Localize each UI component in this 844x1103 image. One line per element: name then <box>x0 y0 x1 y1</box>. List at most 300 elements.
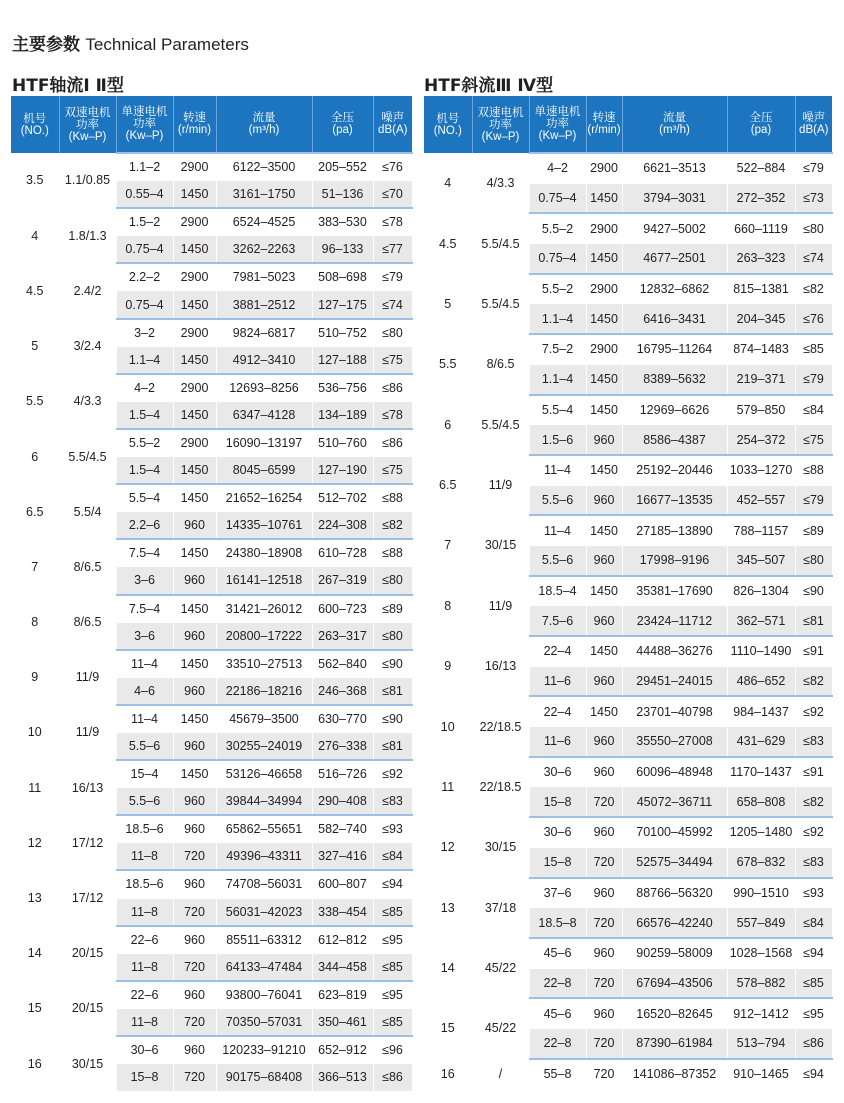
speed-cell: 720 <box>173 898 216 926</box>
speed-cell: 720 <box>586 908 622 938</box>
noise-cell: ≤70 <box>373 181 412 209</box>
header-noise-line: 噪声 <box>381 112 405 124</box>
machine-no-cell: 5.5 <box>424 334 472 394</box>
speed-cell: 1450 <box>173 760 216 788</box>
machine-no-cell: 4 <box>424 153 472 213</box>
header-speed-line: 转速 <box>183 112 206 124</box>
header-noise <box>373 96 412 153</box>
single-motor-cell: 4–6 <box>116 677 173 705</box>
speed-cell: 1450 <box>173 181 216 209</box>
right-section-title: HTF斜流Ⅲ Ⅳ型 <box>424 76 554 96</box>
dual-motor-cell: 5.5/4.5 <box>472 213 529 273</box>
header-no-line: 机号 <box>436 112 460 125</box>
speed-cell: 720 <box>173 1064 216 1092</box>
header-single-motor <box>529 96 586 153</box>
flow-cell: 44488–36276 <box>622 636 727 666</box>
noise-cell: ≤92 <box>795 696 832 726</box>
speed-cell: 1450 <box>173 401 216 429</box>
single-motor-cell: 22–6 <box>116 926 173 954</box>
machine-no-cell: 5.5 <box>11 374 59 429</box>
table-row <box>424 938 832 968</box>
table-row <box>11 1036 412 1064</box>
flow-cell: 16520–82645 <box>622 998 727 1028</box>
flow-cell: 93800–76041 <box>216 981 312 1009</box>
header-dual-motor-line: (Kw–P) <box>68 130 107 143</box>
single-motor-cell: 22–8 <box>529 1028 586 1058</box>
pressure-cell: 578–882 <box>727 968 795 998</box>
single-motor-cell: 7.5–2 <box>529 334 586 364</box>
noise-cell: ≤75 <box>373 457 412 485</box>
flow-cell: 3794–3031 <box>622 183 727 213</box>
flow-cell: 6524–4525 <box>216 208 312 236</box>
flow-cell: 64133–47484 <box>216 953 312 981</box>
speed-cell: 960 <box>586 545 622 575</box>
single-motor-cell: 45–6 <box>529 998 586 1028</box>
noise-cell: ≤86 <box>373 1064 412 1092</box>
flow-cell: 74708–56031 <box>216 870 312 898</box>
dual-motor-cell: 1.1/0.85 <box>59 153 116 208</box>
dual-motor-cell: 11/9 <box>59 705 116 760</box>
table-row <box>424 334 832 364</box>
noise-cell: ≤83 <box>373 788 412 816</box>
speed-cell: 1450 <box>173 291 216 319</box>
pressure-cell: 582–740 <box>312 815 373 843</box>
pressure-cell: 205–552 <box>312 153 373 181</box>
pressure-cell: 658–808 <box>727 787 795 817</box>
noise-cell: ≤82 <box>795 274 832 304</box>
header-dual-motor-line: 功率 <box>489 118 512 131</box>
flow-cell: 4912–3410 <box>216 346 312 374</box>
pressure-cell: 219–371 <box>727 364 795 394</box>
noise-cell: ≤90 <box>795 576 832 606</box>
dual-motor-cell: 45/22 <box>472 998 529 1058</box>
single-motor-cell: 1.5–4 <box>116 401 173 429</box>
machine-no-cell: 10 <box>424 696 472 756</box>
speed-cell: 960 <box>586 938 622 968</box>
noise-cell: ≤75 <box>795 425 832 455</box>
single-motor-cell: 3–6 <box>116 567 173 595</box>
dual-motor-cell: 17/12 <box>59 815 116 870</box>
flow-cell: 8045–6599 <box>216 457 312 485</box>
noise-cell: ≤73 <box>795 183 832 213</box>
header-flow-line: (m³/h) <box>659 124 690 136</box>
table-row <box>11 870 412 898</box>
flow-cell: 8389–5632 <box>622 364 727 394</box>
single-motor-cell: 11–6 <box>529 666 586 696</box>
pressure-cell: 127–190 <box>312 457 373 485</box>
machine-no-cell: 13 <box>11 870 59 925</box>
flow-cell: 23424–11712 <box>622 606 727 636</box>
single-motor-cell: 1.5–6 <box>529 425 586 455</box>
machine-no-cell: 15 <box>424 998 472 1058</box>
speed-cell: 1450 <box>173 484 216 512</box>
header-speed-line: (r/min) <box>587 124 621 136</box>
single-motor-cell: 5.5–2 <box>529 213 586 243</box>
single-motor-cell: 11–8 <box>116 843 173 871</box>
single-motor-cell: 0.75–4 <box>116 236 173 264</box>
noise-cell: ≤94 <box>795 1059 832 1089</box>
machine-no-cell: 7 <box>424 515 472 575</box>
noise-cell: ≤79 <box>795 153 832 183</box>
flow-cell: 87390–61984 <box>622 1028 727 1058</box>
noise-cell: ≤88 <box>795 455 832 485</box>
flow-cell: 12693–8256 <box>216 374 312 402</box>
single-motor-cell: 0.75–4 <box>529 244 586 274</box>
header-pressure-line: 全压 <box>331 112 354 124</box>
header-dual-motor-line: 双速电机 <box>64 106 111 119</box>
noise-cell: ≤84 <box>795 395 832 425</box>
machine-no-cell: 8 <box>11 595 59 650</box>
single-motor-cell: 45–6 <box>529 938 586 968</box>
dual-motor-cell: 17/12 <box>59 870 116 925</box>
noise-cell: ≤88 <box>373 484 412 512</box>
speed-cell: 960 <box>586 666 622 696</box>
pressure-cell: 344–458 <box>312 953 373 981</box>
speed-cell: 1450 <box>586 183 622 213</box>
single-motor-cell: 0.75–4 <box>116 291 173 319</box>
flow-cell: 70100–45992 <box>622 817 727 847</box>
pressure-cell: 912–1412 <box>727 998 795 1028</box>
flow-cell: 66576–42240 <box>622 908 727 938</box>
flow-cell: 6122–3500 <box>216 153 312 181</box>
single-motor-cell: 11–8 <box>116 898 173 926</box>
flow-cell: 9427–5002 <box>622 213 727 243</box>
machine-no-cell: 5 <box>11 319 59 374</box>
single-motor-cell: 55–8 <box>529 1059 586 1089</box>
pressure-cell: 1028–1568 <box>727 938 795 968</box>
speed-cell: 960 <box>586 425 622 455</box>
speed-cell: 720 <box>173 953 216 981</box>
table-row <box>424 817 832 847</box>
speed-cell: 960 <box>173 815 216 843</box>
dual-motor-cell: 16/13 <box>472 636 529 696</box>
noise-cell: ≤92 <box>373 760 412 788</box>
single-motor-cell: 5.5–2 <box>116 429 173 457</box>
speed-cell: 1450 <box>586 515 622 545</box>
pressure-cell: 815–1381 <box>727 274 795 304</box>
machine-no-cell: 6 <box>11 429 59 484</box>
noise-cell: ≤81 <box>795 606 832 636</box>
pressure-cell: 362–571 <box>727 606 795 636</box>
pressure-cell: 610–728 <box>312 539 373 567</box>
single-motor-cell: 7.5–4 <box>116 539 173 567</box>
flow-cell: 49396–43311 <box>216 843 312 871</box>
pressure-cell: 127–175 <box>312 291 373 319</box>
machine-no-cell: 4.5 <box>424 213 472 273</box>
pressure-cell: 516–726 <box>312 760 373 788</box>
single-motor-cell: 15–4 <box>116 760 173 788</box>
single-motor-cell: 4–2 <box>116 374 173 402</box>
flow-cell: 53126–46658 <box>216 760 312 788</box>
flow-cell: 7981–5023 <box>216 263 312 291</box>
pressure-cell: 486–652 <box>727 666 795 696</box>
header-no-line: 机号 <box>23 112 47 125</box>
single-motor-cell: 1.5–2 <box>116 208 173 236</box>
pressure-cell: 508–698 <box>312 263 373 291</box>
single-motor-cell: 22–4 <box>529 696 586 726</box>
table-row <box>11 981 412 1009</box>
header-no <box>424 96 472 153</box>
pressure-cell: 327–416 <box>312 843 373 871</box>
flow-cell: 141086–87352 <box>622 1059 727 1089</box>
single-motor-cell: 5.5–4 <box>529 395 586 425</box>
table-row <box>424 395 832 425</box>
single-motor-cell: 11–4 <box>116 705 173 733</box>
table-row <box>424 455 832 485</box>
single-motor-cell: 3–6 <box>116 622 173 650</box>
pressure-cell: 1033–1270 <box>727 455 795 485</box>
flow-cell: 52575–34494 <box>622 847 727 877</box>
noise-cell: ≤78 <box>373 208 412 236</box>
header-flow <box>216 96 312 153</box>
machine-no-cell: 11 <box>424 757 472 817</box>
speed-cell: 1450 <box>586 696 622 726</box>
speed-cell: 2900 <box>586 334 622 364</box>
header-speed <box>173 96 216 153</box>
header-no-line: (NO.) <box>433 124 462 137</box>
header-pressure-line: (pa) <box>332 124 353 136</box>
dual-motor-cell: 5.5/4 <box>59 484 116 539</box>
single-motor-cell: 4–2 <box>529 153 586 183</box>
machine-no-cell: 3.5 <box>11 153 59 208</box>
flow-cell: 24380–18908 <box>216 539 312 567</box>
noise-cell: ≤86 <box>373 374 412 402</box>
noise-cell: ≤77 <box>373 236 412 264</box>
single-motor-cell: 18.5–6 <box>116 870 173 898</box>
noise-cell: ≤90 <box>373 705 412 733</box>
table-row <box>424 213 832 243</box>
table-row <box>424 576 832 606</box>
single-motor-cell: 0.75–4 <box>529 183 586 213</box>
speed-cell: 2900 <box>586 274 622 304</box>
speed-cell: 1450 <box>586 364 622 394</box>
speed-cell: 720 <box>173 1008 216 1036</box>
flow-cell: 90259–58009 <box>622 938 727 968</box>
machine-no-cell: 5 <box>424 274 472 334</box>
table-header-row <box>11 96 412 153</box>
machine-no-cell: 6.5 <box>11 484 59 539</box>
header-no <box>11 96 59 153</box>
pressure-cell: 623–819 <box>312 981 373 1009</box>
table-body <box>11 153 412 1091</box>
table-row <box>11 374 412 402</box>
table-row <box>424 515 832 545</box>
mixed-flow-params-table <box>424 96 833 1089</box>
noise-cell: ≤79 <box>795 485 832 515</box>
single-motor-cell: 5.5–6 <box>116 732 173 760</box>
speed-cell: 1450 <box>173 346 216 374</box>
header-flow-line: 流量 <box>663 112 686 124</box>
single-motor-cell: 1.1–4 <box>529 364 586 394</box>
noise-cell: ≤85 <box>795 334 832 364</box>
flow-cell: 31421–26012 <box>216 595 312 623</box>
header-dual-motor <box>472 96 529 153</box>
dual-motor-cell: / <box>472 1059 529 1089</box>
single-motor-cell: 5.5–6 <box>116 788 173 816</box>
flow-cell: 45072–36711 <box>622 787 727 817</box>
noise-cell: ≤82 <box>795 666 832 696</box>
flow-cell: 22186–18216 <box>216 677 312 705</box>
speed-cell: 960 <box>173 622 216 650</box>
header-flow <box>622 96 727 153</box>
header-speed-line: (r/min) <box>177 124 212 136</box>
header-dual-motor-line: (Kw–P) <box>481 130 520 143</box>
pressure-cell: 510–752 <box>312 319 373 347</box>
single-motor-cell: 1.5–4 <box>116 457 173 485</box>
pressure-cell: 51–136 <box>312 181 373 209</box>
speed-cell: 960 <box>586 727 622 757</box>
flow-cell: 39844–34994 <box>216 788 312 816</box>
noise-cell: ≤83 <box>795 727 832 757</box>
noise-cell: ≤81 <box>373 677 412 705</box>
flow-cell: 120233–91210 <box>216 1036 312 1064</box>
dual-motor-cell: 11/9 <box>472 576 529 636</box>
machine-no-cell: 16 <box>424 1059 472 1089</box>
single-motor-cell: 30–6 <box>529 817 586 847</box>
flow-cell: 12969–6626 <box>622 395 727 425</box>
table-row <box>424 757 832 787</box>
header-flow-line: (m³/h) <box>248 124 280 136</box>
single-motor-cell: 22–4 <box>529 636 586 666</box>
noise-cell: ≤89 <box>373 595 412 623</box>
flow-cell: 33510–27513 <box>216 650 312 678</box>
speed-cell: 2900 <box>586 213 622 243</box>
dual-motor-cell: 5.5/4.5 <box>59 429 116 484</box>
machine-no-cell: 6.5 <box>424 455 472 515</box>
speed-cell: 960 <box>173 788 216 816</box>
pressure-cell: 579–850 <box>727 395 795 425</box>
pressure-cell: 204–345 <box>727 304 795 334</box>
speed-cell: 1450 <box>586 455 622 485</box>
flow-cell: 65862–55651 <box>216 815 312 843</box>
pressure-cell: 536–756 <box>312 374 373 402</box>
noise-cell: ≤85 <box>373 1008 412 1036</box>
machine-no-cell: 4 <box>11 208 59 263</box>
speed-cell: 720 <box>586 968 622 998</box>
table-row <box>424 274 832 304</box>
noise-cell: ≤85 <box>795 968 832 998</box>
flow-cell: 4677–2501 <box>622 244 727 274</box>
speed-cell: 720 <box>586 1028 622 1058</box>
dual-motor-cell: 3/2.4 <box>59 319 116 374</box>
table-row <box>424 878 832 908</box>
noise-cell: ≤91 <box>795 636 832 666</box>
speed-cell: 2900 <box>173 374 216 402</box>
dual-motor-cell: 8/6.5 <box>472 334 529 394</box>
table-row <box>11 319 412 347</box>
noise-cell: ≤80 <box>795 213 832 243</box>
noise-cell: ≤84 <box>373 843 412 871</box>
flow-cell: 29451–24015 <box>622 666 727 696</box>
speed-cell: 960 <box>173 1036 216 1064</box>
pressure-cell: 510–760 <box>312 429 373 457</box>
machine-no-cell: 14 <box>424 938 472 998</box>
flow-cell: 16090–13197 <box>216 429 312 457</box>
table-row <box>424 1059 832 1089</box>
header-pressure-line: 全压 <box>749 112 773 124</box>
dual-motor-cell: 37/18 <box>472 878 529 938</box>
dual-motor-cell: 1.8/1.3 <box>59 208 116 263</box>
pressure-cell: 383–530 <box>312 208 373 236</box>
speed-cell: 1450 <box>586 576 622 606</box>
single-motor-cell: 2.2–6 <box>116 512 173 540</box>
pressure-cell: 127–188 <box>312 346 373 374</box>
dual-motor-cell: 5.5/4.5 <box>472 395 529 455</box>
speed-cell: 1450 <box>173 457 216 485</box>
single-motor-cell: 5.5–6 <box>529 545 586 575</box>
table-row <box>11 429 412 457</box>
noise-cell: ≤86 <box>373 429 412 457</box>
pressure-cell: 134–189 <box>312 401 373 429</box>
table-row <box>424 696 832 726</box>
noise-cell: ≤86 <box>795 1028 832 1058</box>
single-motor-cell: 11–8 <box>116 953 173 981</box>
header-single-motor-line: 单速电机 <box>534 106 581 118</box>
dual-motor-cell: 2.4/2 <box>59 263 116 318</box>
machine-no-cell: 9 <box>11 650 59 705</box>
flow-cell: 35381–17690 <box>622 576 727 606</box>
speed-cell: 1450 <box>173 650 216 678</box>
page-title-en: Technical Parameters <box>85 35 249 54</box>
table-row <box>11 650 412 678</box>
noise-cell: ≤75 <box>373 346 412 374</box>
header-speed-line: 转速 <box>592 112 616 124</box>
flow-cell: 88766–56320 <box>622 878 727 908</box>
speed-cell: 1450 <box>173 595 216 623</box>
header-noise-line: 噪声 <box>802 112 826 124</box>
pressure-cell: 600–807 <box>312 870 373 898</box>
speed-cell: 960 <box>173 926 216 954</box>
flow-cell: 85511–63312 <box>216 926 312 954</box>
header-noise <box>795 96 832 153</box>
pressure-cell: 512–702 <box>312 484 373 512</box>
flow-cell: 12832–6862 <box>622 274 727 304</box>
noise-cell: ≤88 <box>373 539 412 567</box>
flow-cell: 6621–3513 <box>622 153 727 183</box>
speed-cell: 720 <box>586 847 622 877</box>
speed-cell: 960 <box>173 567 216 595</box>
noise-cell: ≤96 <box>373 1036 412 1064</box>
noise-cell: ≤95 <box>373 926 412 954</box>
speed-cell: 720 <box>586 787 622 817</box>
dual-motor-cell: 5.5/4.5 <box>472 274 529 334</box>
flow-cell: 14335–10761 <box>216 512 312 540</box>
pressure-cell: 272–352 <box>727 183 795 213</box>
single-motor-cell: 11–4 <box>529 455 586 485</box>
pressure-cell: 910–1465 <box>727 1059 795 1089</box>
noise-cell: ≤95 <box>795 998 832 1028</box>
table-row <box>11 539 412 567</box>
header-single-motor-line: 功率 <box>546 118 569 130</box>
speed-cell: 2900 <box>586 153 622 183</box>
machine-no-cell: 8 <box>424 576 472 636</box>
table-row <box>424 998 832 1028</box>
pressure-cell: 522–884 <box>727 153 795 183</box>
pressure-cell: 1170–1437 <box>727 757 795 787</box>
pressure-cell: 826–1304 <box>727 576 795 606</box>
machine-no-cell: 10 <box>11 705 59 760</box>
flow-cell: 3262–2263 <box>216 236 312 264</box>
table-row <box>11 760 412 788</box>
noise-cell: ≤94 <box>795 938 832 968</box>
table-header-row <box>424 96 832 153</box>
noise-cell: ≤79 <box>373 263 412 291</box>
pressure-cell: 513–794 <box>727 1028 795 1058</box>
machine-no-cell: 15 <box>11 981 59 1036</box>
table-row <box>11 208 412 236</box>
table-row <box>11 705 412 733</box>
noise-cell: ≤81 <box>373 732 412 760</box>
